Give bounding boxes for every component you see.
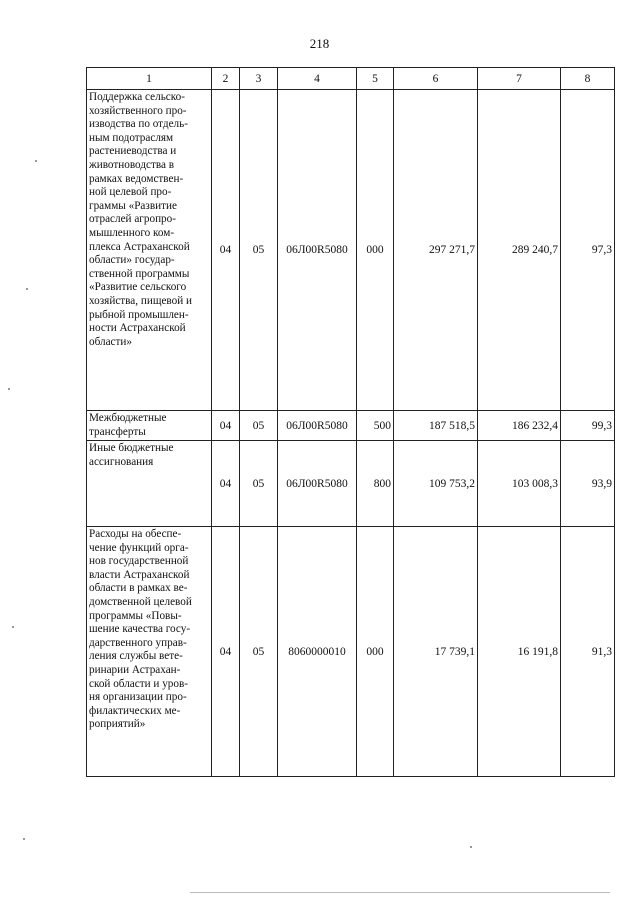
executed-amount-cell: 103 008,3 — [478, 441, 561, 527]
section-code-cell: 04 — [212, 411, 240, 441]
section-code-cell: 04 — [212, 527, 240, 777]
target-article-cell: 06Л00R5080 — [278, 441, 357, 527]
table-row — [87, 90, 615, 411]
expense-type-cell: 000 — [357, 90, 394, 411]
table-row — [87, 527, 615, 777]
subsection-code-cell: 05 — [240, 411, 278, 441]
subsection-code-cell: 05 — [240, 527, 278, 777]
table-row — [87, 441, 615, 527]
expense-type-cell: 800 — [357, 441, 394, 527]
section-code-cell: 04 — [212, 441, 240, 527]
execution-percent-cell: 91,3 — [561, 527, 615, 777]
header-col-3: 3 — [240, 68, 278, 90]
header-col-5: 5 — [357, 68, 394, 90]
planned-amount-cell: 297 271,7 — [394, 90, 478, 411]
planned-amount-cell: 17 739,1 — [394, 527, 478, 777]
subsection-code-cell: 05 — [240, 441, 278, 527]
header-col-4: 4 — [278, 68, 357, 90]
header-col-8: 8 — [561, 68, 615, 90]
expense-type-cell: 500 — [357, 411, 394, 441]
scan-speck — [23, 838, 25, 840]
page-edge-line — [190, 892, 610, 893]
header-row — [87, 68, 615, 90]
section-code-cell: 04 — [212, 90, 240, 411]
execution-percent-cell: 97,3 — [561, 90, 615, 411]
execution-percent-cell: 93,9 — [561, 441, 615, 527]
page-number: 218 — [309, 36, 330, 51]
expense-type-cell: 000 — [357, 527, 394, 777]
executed-amount-cell: 289 240,7 — [478, 90, 561, 411]
target-article-cell: 8060000010 — [278, 527, 357, 777]
target-article-cell: 06Л00R5080 — [278, 90, 357, 411]
scan-speck — [26, 288, 28, 290]
scan-speck — [8, 388, 10, 390]
scan-speck — [12, 626, 14, 628]
header-col-6: 6 — [394, 68, 478, 90]
subsection-code-cell: 05 — [240, 90, 278, 411]
scan-speck — [35, 160, 37, 162]
scan-speck — [470, 846, 472, 848]
expense-name-cell: Поддержка сельско- хозяйственного про- изводства по отдель- ным подотраслям растениеводства и животноводства в рамках ведомствен- ной целевой про- граммы «Развитие отраслей агропро- мышленного ком- плекса Астраханской области» государ- ственной программы «Развитие сельского хозяйства, пищевой и рыбной промышлен- ности Астраханской области» — [87, 90, 212, 411]
header-col-7: 7 — [478, 68, 561, 90]
planned-amount-cell: 109 753,2 — [394, 441, 478, 527]
budget-execution-table — [86, 67, 615, 777]
executed-amount-cell: 186 232,4 — [478, 411, 561, 441]
execution-percent-cell: 99,3 — [561, 411, 615, 441]
expense-name-cell: Иные бюджетные ассигнования — [87, 441, 212, 527]
planned-amount-cell: 187 518,5 — [394, 411, 478, 441]
target-article-cell: 06Л00R5080 — [278, 411, 357, 441]
expense-name-cell: Расходы на обеспе- чение функций орга- нов государственной власти Астраханской области в рамках ве- домственной целевой программы «Повы- шение качества госу- дарственного управ- ления службы вете- ринарии Астрахан- ской области и уров- ня организации про- филактических ме- роприятий» — [87, 527, 212, 777]
expense-name-cell: Межбюджетные трансферты — [87, 411, 212, 441]
header-col-2: 2 — [212, 68, 240, 90]
table-row — [87, 411, 615, 441]
header-col-1: 1 — [87, 68, 212, 90]
executed-amount-cell: 16 191,8 — [478, 527, 561, 777]
